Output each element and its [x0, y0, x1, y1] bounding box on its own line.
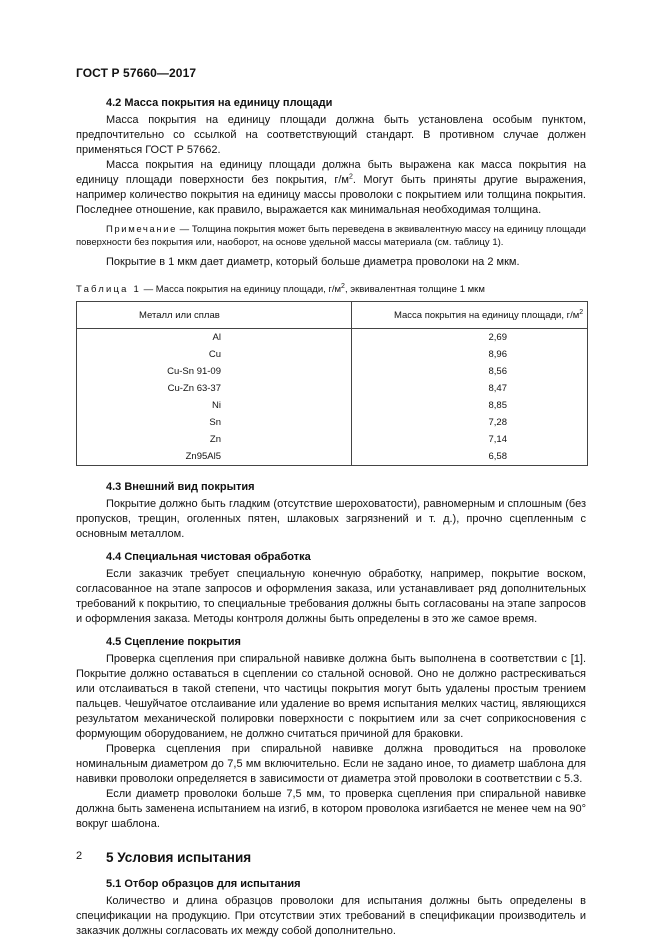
table-row [77, 329, 588, 347]
section-5-1-title: 5.1 Отбор образцов для испытания [106, 878, 301, 890]
table-caption [76, 282, 586, 297]
section-4-4-title: 4.4 Специальная чистовая обработка [106, 551, 311, 563]
cell-metal: Cu-Zn 63-37 [77, 380, 352, 397]
section-4-3-title: 4.3 Внешний вид покрытия [106, 481, 255, 493]
cell-metal: Cu-Sn 91-09 [77, 363, 352, 380]
document-body [76, 96, 586, 939]
section-4-5-title: 4.5 Сцепление покрытия [106, 636, 241, 648]
column-header-superscript: 2 [579, 308, 584, 316]
cell-metal: Sn [77, 414, 352, 431]
section-4-3-paragraph-1: Покрытие должно быть гладким (отсутствие шероховатости), равномерным и сплошным (без пропусков, трещин, оголенных пятен, шлаковых загрязнений и т. д.), прочно сцепленным с основным металлом. [76, 498, 586, 540]
note [76, 223, 586, 249]
cell-metal: Al [77, 329, 352, 347]
cell-mass: 8,56 [352, 363, 588, 380]
table-header-row [77, 302, 588, 329]
table-caption-superscript: 2 [341, 282, 345, 290]
table-row [77, 431, 588, 448]
cell-metal: Cu [77, 346, 352, 363]
cell-metal: Ni [77, 397, 352, 414]
cell-mass: 7,14 [352, 431, 588, 448]
cell-mass: 2,69 [352, 329, 588, 347]
table-caption-text-a: — Масса покрытия на единицу площади, г/м [140, 284, 342, 295]
note-label: Примечание [106, 224, 177, 235]
cell-mass: 8,96 [352, 346, 588, 363]
note-text: — Толщина покрытия может быть переведена в эквивалентную массу на единицу площади поверхности без покрытия или, наоборот, на основе удельной массы материала (см. таблицу 1). [76, 224, 586, 248]
section-4-5-paragraph-2: Проверка сцепления при спиральной навивке должна проводиться на проволоке номинальным диаметром до 7,5 мм включительно. Если не задано иное, то диаметр шаблона для навивки проволоки определяется в зависимости от диаметра этой проволоки в соответствии с 5.3. [76, 743, 586, 785]
cell-mass: 6,58 [352, 448, 588, 466]
table-row [77, 363, 588, 380]
document-header: ГОСТ Р 57660—2017 [76, 66, 197, 80]
column-header-metal: Металл или сплав [77, 302, 352, 329]
table-label: Таблица 1 [76, 284, 141, 295]
cell-mass: 8,85 [352, 397, 588, 414]
section-4-5-paragraph-3: Если диаметр проволоки больше 7,5 мм, то проверка сцепления при спиральной навивке должна быть заменена испытанием на изгиб, в котором проволока изгибается не менее чем на 90° вокруг шаблона. [76, 788, 586, 830]
table-row [77, 414, 588, 431]
column-header-mass-text: Масса покрытия на единицу площади, г/м [394, 309, 580, 321]
cell-metal: Zn95Al5 [77, 448, 352, 466]
column-header-mass [352, 302, 588, 329]
unit-superscript: 2 [348, 173, 353, 181]
cell-metal: Zn [77, 431, 352, 448]
section-4-2-paragraph-2-text-b: . Могут быть приняты другие выражения, например количество покрытия на единицу массы проволоки с покрытием или толщина покрытия. Последнее отношение, как правило, выражается как минимальная необходимая толщина. [76, 174, 587, 216]
section-4-4-paragraph-1: Если заказчик требует специальную конечную обработку, например, покрытие воском, согласованное на этапе запросов и оформления заказа, или устанавливает ряд дополнительных требований к покрытию, то специальные требования должны быть согласованы на этапе запросов и оформления заказа. Методы контроля должны быть определены в это же самое время. [76, 568, 586, 625]
section-4-2-paragraph-1: Масса покрытия на единицу площади должна быть установлена особым пунктом, предпочтительно со ссылкой на соответствующий стандарт. В противном случае должен применяться ГОСТ Р 57662. [76, 114, 586, 156]
table-row [77, 448, 588, 466]
page-number: 2 [76, 850, 83, 862]
section-4-2-title: 4.2 Масса покрытия на единицу площади [106, 97, 333, 109]
section-4-2-paragraph-2 [76, 158, 586, 218]
section-5-title: 5 Условия испытания [106, 850, 252, 865]
cell-mass: 7,28 [352, 414, 588, 431]
section-4-2-paragraph-3: Покрытие в 1 мкм дает диаметр, который больше диаметра проволоки на 2 мкм. [106, 256, 520, 268]
section-4-2-paragraph-2-text-a: Масса покрытия на единицу площади должна быть выражена как масса покрытия на единицу площади поверхности без покрытия, г/м [76, 159, 586, 186]
cell-mass: 8,47 [352, 380, 588, 397]
table-row [77, 346, 588, 363]
table-row [77, 380, 588, 397]
section-4-5-paragraph-1: Проверка сцепления при спиральной навивке должна быть выполнена в соответствии с [1]. Покрытие должно оставаться в сцеплении со стальной основой. Оно не должно растрескиваться или отслаиваться в такой степени, что частицы покрытия могут быть удалены простым трением пальцев. Чешуйчатое отслаивание или удаление во время испытания мелких частиц, являющихся результатом механической полировки поверхности с покрытием или за счет соприкосновения с формующим оборудованием, не должно считаться причиной для браковки. [76, 653, 586, 740]
table-caption-text-b: , эквивалентная толщине 1 мкм [344, 284, 485, 295]
section-5-1-paragraph-1: Количество и длина образцов проволоки для испытания должны быть определены в спецификации на продукцию. При отсутствии этих требований в спецификации производитель и заказчик должны согласовать их между собой дополнительно. [76, 895, 586, 937]
coating-mass-table [76, 301, 588, 466]
table-row [77, 397, 588, 414]
